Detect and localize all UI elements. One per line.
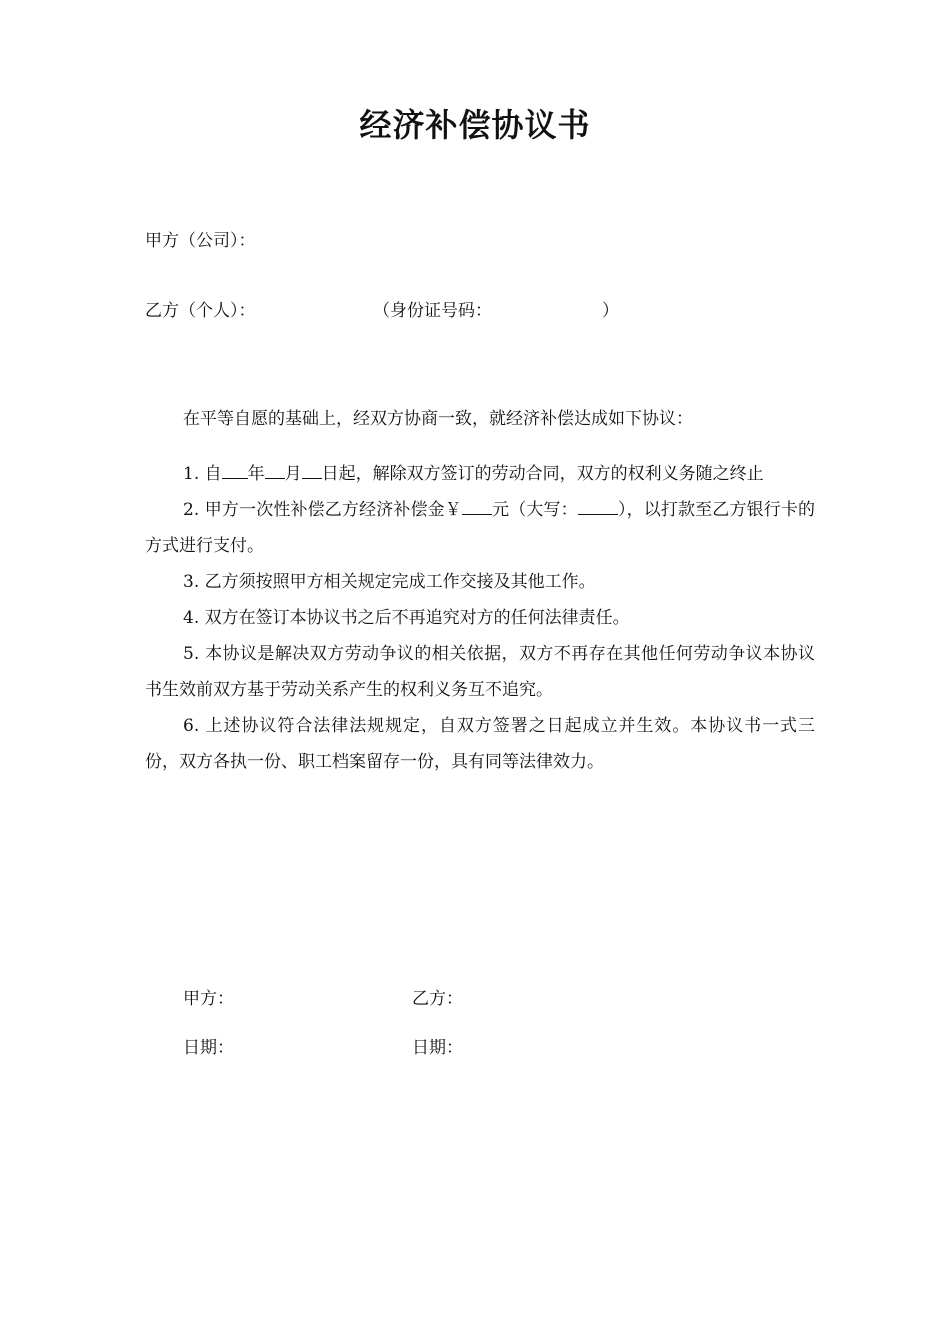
clause-6: 6. 上述协议符合法律法规规定，自双方签署之日起成立并生效。本协议书一式三份，双方各执一份、职工档案留存一份，具有同等法律效力。: [145, 716, 815, 772]
clause-2-prefix: 2. 甲方一次性补偿乙方经济补偿金￥: [183, 500, 462, 520]
date-party-a: 日期：: [183, 1038, 234, 1058]
clause-4: 4. 双方在签订本协议书之后不再追究对方的任何法律责任。: [183, 608, 630, 628]
clause-list: [145, 456, 815, 780]
month-label: 月: [284, 464, 302, 484]
clause-1-suffix: 日起，解除双方签订的劳动合同，双方的权利义务随之终止: [321, 464, 764, 484]
yuan-label: 元（大写：: [491, 500, 578, 520]
document-title: 经济补偿协议书: [359, 106, 591, 144]
month-blank: [265, 461, 285, 479]
clause-1: [145, 456, 815, 492]
clause-2: [145, 492, 815, 564]
clause-5: 5. 本协议是解决双方劳动争议的相关依据，双方不再存在其他任何劳动争议本协议书生效前双方基于劳动关系产生的权利义务互不追究。: [145, 644, 815, 700]
id-number-close: ）: [602, 301, 619, 321]
id-number-label: （身份证号码：: [373, 301, 492, 321]
clause-1-prefix: 1. 自: [183, 464, 222, 484]
amount-capital-blank: [578, 497, 618, 515]
year-label: 年: [247, 464, 265, 484]
party-a-label: 甲方（公司）：: [145, 231, 256, 251]
year-blank: [222, 461, 248, 479]
intro-paragraph: 在平等自愿的基础上，经双方协商一致，就经济补偿达成如下协议：: [183, 409, 693, 429]
day-blank: [302, 461, 322, 479]
signature-party-a: 甲方：: [183, 989, 234, 1009]
clause-3: 3. 乙方须按照甲方相关规定完成工作交接及其他工作。: [183, 572, 596, 592]
party-b-label: 乙方（个人）：: [145, 301, 256, 321]
date-party-b: 日期：: [412, 1038, 463, 1058]
signature-party-b: 乙方：: [412, 989, 463, 1009]
clause-2-suffix: ），以打款至乙方银行卡的方式进行支付。: [145, 500, 816, 556]
amount-blank: [462, 497, 492, 515]
